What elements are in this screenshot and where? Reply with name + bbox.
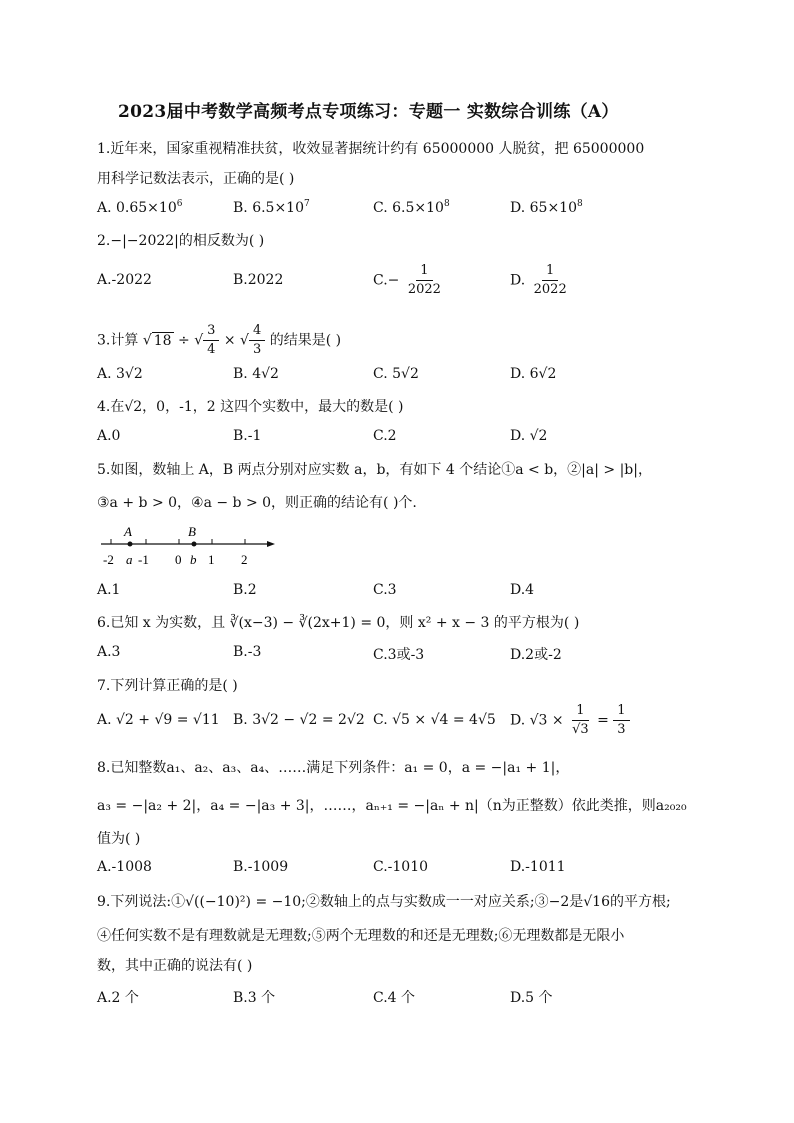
q7-option-b: B. 3√2 − √2 = 2√2 (233, 712, 365, 728)
q9-option-c: C.4 个 (373, 990, 416, 1006)
point-a-label: A (124, 524, 132, 539)
q9-option-a: A.2 个 (97, 990, 139, 1006)
axis-label-a: a (126, 552, 133, 567)
axis-label-0: 0 (175, 552, 182, 567)
q5-option-c: C.3 (373, 582, 397, 598)
q3-stem: 3.计算 √ 18 ÷ √ $\frac{3}{4}$ × √ $\frac{4}{3}$ 的结果是( ) (97, 323, 342, 357)
q4-option-b: B.-1 (233, 428, 262, 444)
page-title: 2023届中考数学高频考点专项练习：专题一 实数综合训练（A） (118, 102, 619, 122)
q5-line2: ③a + b > 0，④a − b > 0，则正确的结论有( )个. (97, 495, 417, 511)
q3-option-d: D. 6√2 (510, 366, 557, 382)
q4-option-c: C.2 (373, 428, 397, 444)
q7-option-c: C. √5 × √4 = 4√5 (373, 712, 496, 728)
q1-line2: 用科学记数法表示，正确的是( ) (97, 171, 295, 187)
q1-option-a: A. $0.65\times 10^6$ (97, 199, 183, 216)
q4-stem: 4.在√2，0，-1，2 这四个实数中，最大的数是( ) (97, 399, 404, 415)
q7-option-d: D. √3 × $\frac{1}{√3}$ = $\frac{1}{3}$ (510, 702, 630, 739)
q6-option-c: C.3或-3 (373, 647, 425, 663)
q1-option-c: C. $6.5\times 10^8$ (373, 199, 450, 216)
q9-option-b: B.3 个 (233, 990, 276, 1006)
axis-label-1: 1 (208, 552, 215, 567)
q8-option-c: C.-1010 (373, 859, 429, 875)
q4-option-a: A.0 (97, 428, 121, 444)
q9-line2: ④任何实数不是有理数就是无理数;⑤两个无理数的和还是无理数;⑥无理数都是无限小 (97, 928, 625, 944)
q3-option-a: A. 3√2 (97, 366, 143, 382)
q1-option-d: D. $65\times 10^8$ (510, 199, 583, 216)
q3-option-b: B. 4√2 (233, 366, 279, 382)
q1-line1: 1.近年来，国家重视精准扶贫，收效显著据统计约有 65000000 人脱贫，把 65000000 (97, 141, 645, 157)
q2-option-a: A.-2022 (97, 272, 152, 288)
q6-option-a: A.3 (97, 644, 121, 660)
axis-label-minus-1: -1 (138, 552, 149, 567)
q7-stem: 7.下列计算正确的是( ) (97, 678, 238, 694)
q8-option-d: D.-1011 (510, 859, 566, 875)
q9-option-d: D.5 个 (510, 990, 553, 1006)
q9-line1: 9.下列说法:①√((−10)²) = −10;②数轴上的点与实数成一一对应关系;③−2是√16的平方根; (97, 894, 671, 910)
q6-stem: 6.已知 x 为实数，且 ∛(x−3) − ∛(2x+1) = 0，则 x² + x − 3 的平方根为( ) (97, 615, 580, 631)
number-line-figure (97, 522, 282, 570)
q9-line3: 数，其中正确的说法有( ) (97, 958, 253, 974)
q8-line1: 8.已知整数a₁、a₂、a₃、a₄、……满足下列条件：a₁ = 0，a = −|a₁ + 1|， (97, 760, 570, 776)
axis-label-minus-2: -2 (103, 552, 114, 567)
q4-option-d: D. √2 (510, 428, 548, 444)
q5-option-d: D.4 (510, 582, 535, 598)
q2-option-c: C.− $\frac{1}{2022}$ (373, 263, 441, 297)
q2-option-b: B.2022 (233, 272, 284, 288)
q8-line2: a₃ = −|a₂ + 2|，a₄ = −|a₃ + 3|，……，aₙ₊₁ = −|aₙ + n|（n为正整数）依此类推，则a₂₀₂₀ (97, 798, 687, 814)
q6-option-b: B.-3 (233, 644, 262, 660)
q5-option-b: B.2 (233, 582, 257, 598)
point-b-dot (192, 542, 197, 547)
q1-option-b: B. $6.5\times 10^7$ (233, 199, 310, 216)
q8-option-a: A.-1008 (97, 859, 152, 875)
q7-option-a: A. √2 + √9 = √11 (97, 712, 220, 728)
q3-option-c: C. 5√2 (373, 366, 419, 382)
q2-option-d: D. $\frac{1}{2022}$ (510, 263, 567, 297)
q8-option-b: B.-1009 (233, 859, 289, 875)
q5-line1: 5.如图，数轴上 A，B 两点分别对应实数 a，b，有如下 4 个结论①a < b，②|a| > |b|， (97, 462, 652, 478)
q2-stem: 2.−|−2022|的相反数为( ) (97, 233, 265, 249)
q8-line3: 值为( ) (97, 831, 141, 847)
q6-option-d: D.2或-2 (510, 647, 562, 663)
q5-option-a: A.1 (97, 582, 121, 598)
axis-label-b: b (190, 552, 197, 567)
axis-label-2: 2 (241, 552, 248, 567)
point-a-dot (128, 542, 133, 547)
point-b-label: B (188, 524, 196, 539)
number-line-arrow (267, 541, 275, 547)
